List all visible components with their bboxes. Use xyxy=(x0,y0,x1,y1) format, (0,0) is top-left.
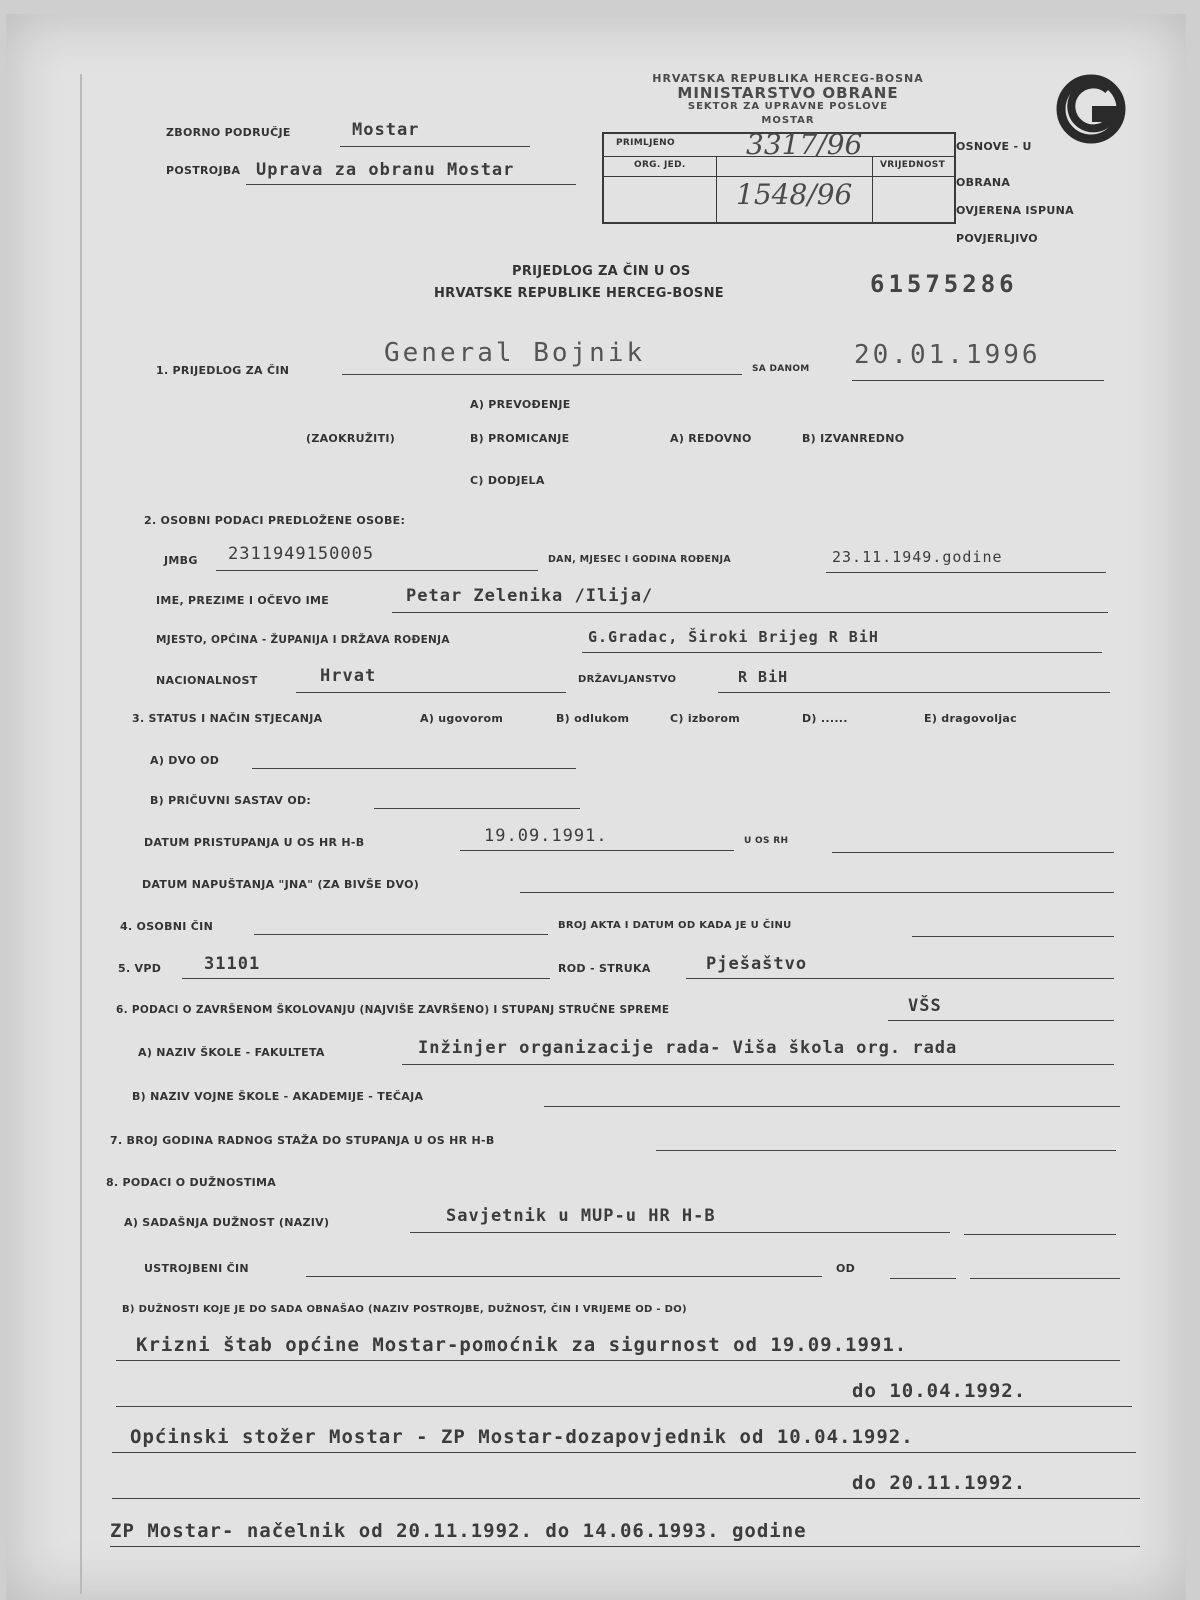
ministry-stamp: HRVATSKA REPUBLIKA HERCEG-BOSNA MINISTARSTVO OBRANE SEKTOR ZA UPRAVNE POSLOVE MOSTAR xyxy=(652,72,924,126)
underline xyxy=(340,146,530,147)
prev-label: B) DUŽNOSTI KOJE JE DO SADA OBNAŠAO (NAZIV POSTROJBE, DUŽNOST, ČIN I VRIJEME OD - DO) xyxy=(122,1304,687,1315)
sprema-value: VŠS xyxy=(908,996,942,1016)
akt-label: BROJ AKTA I DATUM OD KADA JE U ČINU xyxy=(558,920,792,931)
skola-value: Inžinjer organizacije rada- Viša škola org. rada xyxy=(418,1038,958,1058)
underline xyxy=(402,1064,1114,1065)
underline xyxy=(216,570,538,571)
dob-value: 23.11.1949.godine xyxy=(832,548,1003,566)
document-sheet xyxy=(6,14,1186,1600)
underline xyxy=(852,380,1104,381)
vpd-label: 5. VPD xyxy=(118,962,162,975)
jmbg-label: JMBG xyxy=(164,554,198,567)
s3-opt: B) odlukom xyxy=(556,712,630,725)
opt-b-regular: A) REDOVNO xyxy=(670,432,752,445)
underline xyxy=(888,1020,1114,1021)
s3-opt: C) izborom xyxy=(670,712,740,725)
skola-label: A) NAZIV ŠKOLE - FAKULTETA xyxy=(138,1046,325,1059)
s7-label: 7. BROJ GODINA RADNOG STAŽA DO STUPANJA U OS HR H-B xyxy=(110,1134,495,1147)
duty-line: Krizni štab općine Mostar-pomoćnik za sigurnost od 19.09.1991. xyxy=(136,1334,908,1356)
current-label: A) SADAŠNJA DUŽNOST (NAZIV) xyxy=(124,1216,330,1229)
underline xyxy=(306,1276,822,1277)
opt-a: A) PREVOĐENJE xyxy=(470,398,571,411)
underline xyxy=(656,1150,1116,1151)
doc-number: 61575286 xyxy=(870,270,1018,298)
underline xyxy=(116,1360,1120,1361)
opt-b: B) PROMICANJE xyxy=(470,432,570,445)
nat-value: Hrvat xyxy=(320,666,377,686)
cit-label: DRŽAVLJANSTVO xyxy=(578,674,677,685)
opt-c: C) DODJELA xyxy=(470,474,545,487)
duty-line: Općinski stožer Mostar - ZP Mostar-dozapovjednik od 10.04.1992. xyxy=(130,1426,914,1448)
underline xyxy=(970,1278,1120,1279)
box-label: VRIJEDNOST xyxy=(880,160,946,170)
duty-line: do 20.11.1992. xyxy=(852,1472,1027,1494)
s2-label: 2. OSOBNI PODACI PREDLOŽENE OSOBE: xyxy=(144,514,406,527)
underline xyxy=(890,1278,956,1279)
box-label: ORG. JED. xyxy=(634,160,686,170)
dob-label: DAN, MJESEC I GODINA ROĐENJA xyxy=(548,554,732,565)
current-value: Savjetnik u MUP-u HR H-B xyxy=(446,1206,716,1226)
underline xyxy=(112,1498,1140,1499)
uos-label: U OS RH xyxy=(744,836,789,846)
side-label: OSNOVE - U xyxy=(956,140,1032,153)
place-label: MJESTO, OPĆINA - ŽUPANIJA I DRŽAVA ROĐENJA xyxy=(156,634,450,646)
rank-date: 20.01.1996 xyxy=(854,340,1041,370)
doc-title-line2: HRVATSKE REPUBLIKE HERCEG-BOSNE xyxy=(434,286,724,301)
side-label: POVJERLJIVO xyxy=(956,232,1038,245)
postrojba-value: Uprava za obranu Mostar xyxy=(256,160,515,180)
underline xyxy=(182,978,550,979)
od-label: OD xyxy=(836,1262,856,1275)
doc-title-line1: PRIJEDLOG ZA ČIN U OS xyxy=(512,264,691,279)
dvo-label: A) DVO OD xyxy=(150,754,220,767)
zborno-label: ZBORNO PODRUČJE xyxy=(166,126,291,139)
underline xyxy=(826,572,1106,573)
jmbg-value: 2311949150005 xyxy=(228,544,375,564)
s1-label: 1. PRIJEDLOG ZA ČIN xyxy=(156,364,290,377)
underline xyxy=(582,652,1102,653)
underline xyxy=(296,692,566,693)
page-fold xyxy=(80,74,82,1594)
underline xyxy=(254,934,548,935)
name-label: IME, PREZIME I OČEVO IME xyxy=(156,594,330,607)
underline xyxy=(964,1234,1116,1235)
postrojba-label: POSTROJBA xyxy=(166,164,241,177)
underline xyxy=(410,1232,950,1233)
underline xyxy=(116,1406,1132,1407)
underline xyxy=(520,892,1114,893)
rod-label: ROD - STRUKA xyxy=(558,962,651,975)
emblem-logo xyxy=(1056,72,1126,146)
ustroj-label: USTROJBENI ČIN xyxy=(144,1262,249,1275)
underline xyxy=(718,692,1110,693)
duty-line: ZP Mostar- načelnik od 20.11.1992. do 14.06.1993. godine xyxy=(110,1520,807,1542)
underline xyxy=(342,374,742,375)
rod-value: Pješaštvo xyxy=(706,954,808,974)
pricuva-label: B) PRIČUVNI SASTAV OD: xyxy=(150,794,312,807)
underline xyxy=(460,850,734,851)
reg-number-top: 3317/96 xyxy=(746,128,863,161)
underline xyxy=(112,1452,1136,1453)
zborno-value: Mostar xyxy=(352,120,420,140)
pristup-value: 19.09.1991. xyxy=(484,826,608,846)
s3-opt: D) ...... xyxy=(802,712,848,725)
place-value: G.Gradac, Široki Brijeg R BiH xyxy=(588,628,879,646)
side-label: OVJERENA ISPUNA xyxy=(956,204,1074,217)
s3-opt: E) dragovoljac xyxy=(924,712,1017,725)
s3-opt: A) ugovorom xyxy=(420,712,504,725)
underline xyxy=(686,978,1114,979)
s3-label: 3. STATUS I NAČIN STJECANJA xyxy=(132,712,323,725)
s4-label: 4. OSOBNI ČIN xyxy=(120,920,214,933)
nat-label: NACIONALNOST xyxy=(156,674,258,687)
underline xyxy=(246,184,576,185)
box-label: PRIMLJENO xyxy=(616,138,675,148)
pristup-label: DATUM PRISTUPANJA U OS HR H-B xyxy=(144,836,365,849)
underline xyxy=(392,612,1108,613)
underline xyxy=(374,808,580,809)
s6-label: 6. PODACI O ZAVRŠENOM ŠKOLOVANJU (NAJVIŠE ZAVRŠENO) I STUPANJ STRUČNE SPREME xyxy=(116,1004,670,1016)
underline xyxy=(832,852,1114,853)
duty-line: do 10.04.1992. xyxy=(852,1380,1027,1402)
vpd-value: 31101 xyxy=(204,954,261,974)
date-label: SA DANOM xyxy=(752,364,810,374)
underline xyxy=(110,1546,1140,1547)
underline xyxy=(544,1106,1120,1107)
side-label: OBRANA xyxy=(956,176,1011,189)
opt-b-extra: B) IZVANREDNO xyxy=(802,432,905,445)
name-value: Petar Zelenika /Ilija/ xyxy=(406,586,654,606)
reg-number-bottom: 1548/96 xyxy=(736,178,853,211)
s8-label: 8. PODACI O DUŽNOSTIMA xyxy=(106,1176,277,1189)
rank-value: General Bojnik xyxy=(384,338,646,368)
note: (ZAOKRUŽITI) xyxy=(306,432,396,445)
jna-label: DATUM NAPUŠTANJA "JNA" (ZA BIVŠE DVO) xyxy=(142,878,420,891)
cit-value: R BiH xyxy=(738,668,789,686)
underline xyxy=(252,768,576,769)
vojna-label: B) NAZIV VOJNE ŠKOLE - AKADEMIJE - TEČAJA xyxy=(132,1090,424,1103)
underline xyxy=(912,936,1114,937)
